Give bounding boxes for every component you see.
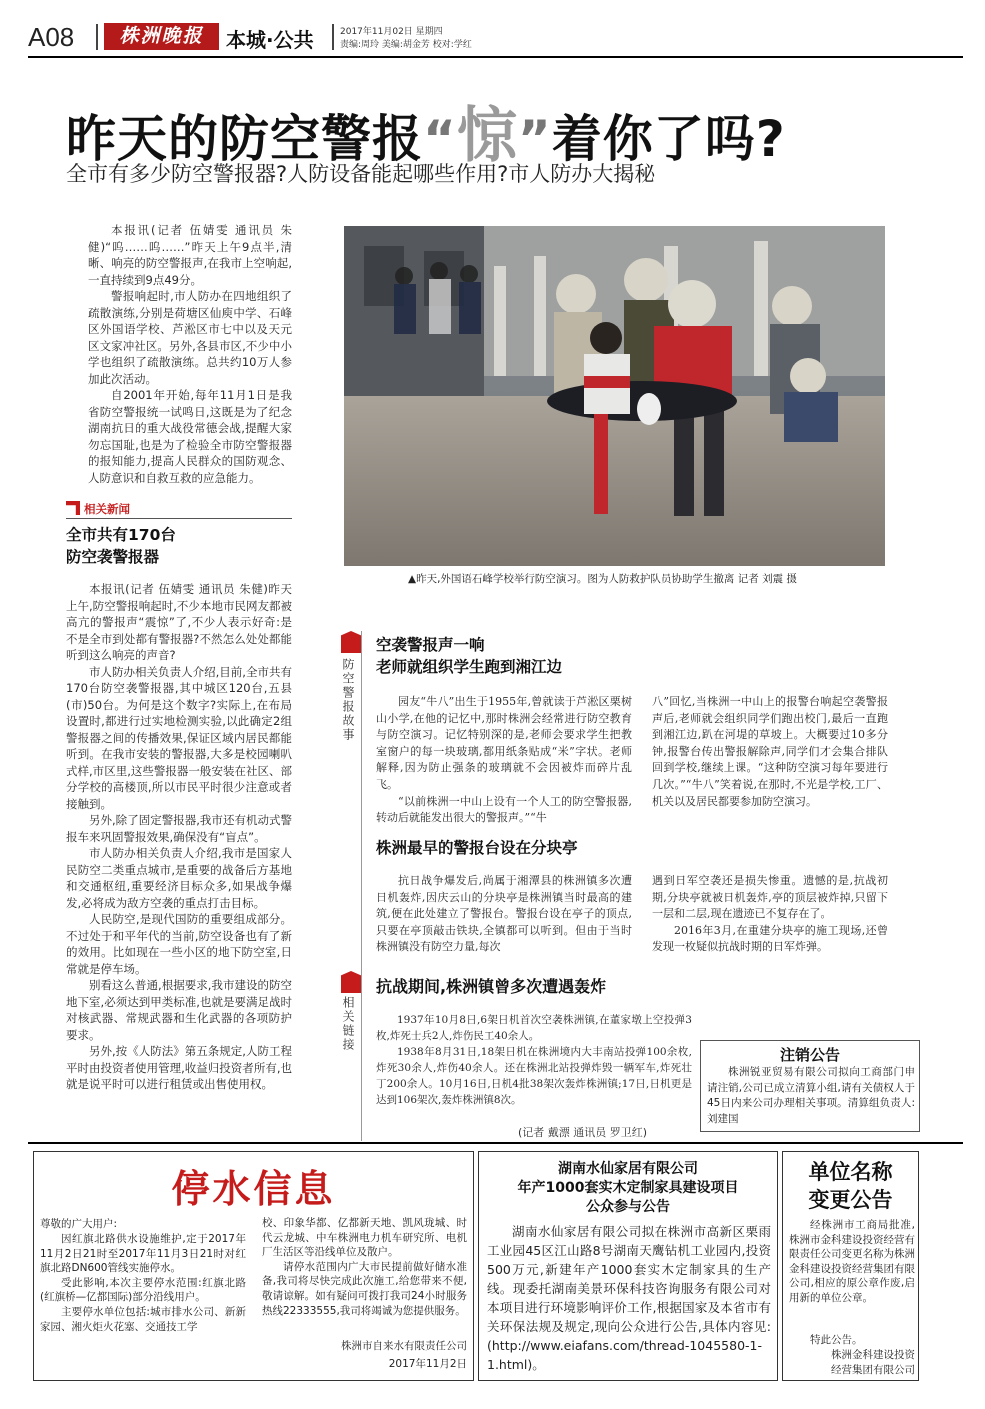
related-tag-label: 相关新闻 [84, 502, 130, 516]
related-title-1: 全市共有170台 [66, 526, 176, 544]
story1-left [376, 694, 632, 827]
main-headline [66, 88, 926, 171]
arrow-icon [66, 501, 80, 515]
cancel-notice-title: 注销公告 [779, 1046, 840, 1064]
headline-quote-open: “ [423, 110, 457, 168]
story-paragraph: 2016年3月,在重建分块亭的施工现场,还曾发现一枚疑似抗战时期的日军炸弹。 [652, 923, 888, 954]
story1-title-2: 老师就组织学生跑到湘江边 [376, 658, 563, 676]
cancel-notice-body: 株洲锐亚贸易有限公司拟向工商部门申请注销,公司已成立清算小组,请有关债权人于45日内来公司办理相关事项。清算组负责人:刘建国 [707, 1066, 915, 1125]
lead-paragraph: 警报响起时,市人防办在四地组织了疏散演练,分别是荷塘区仙庾中学、石峰区外国语学校、芦淞区市七中以及天元区文家冲社区。另外,各县市区,不少中小学也组织了疏散演练。总共约10万人参加此次活动。 [88, 289, 292, 386]
rename-signer-1: 株洲金科建设投资 [831, 1349, 915, 1361]
water-date: 2017年11月2日 [388, 1358, 467, 1370]
related-paragraph: 市人防办相关负责人介绍,我市是国家人民防空二类重点城市,是重要的战备后方基地和交通枢纽,重要经济目标众多,如果战争爆发,必将成为敌方空袭的重点打击目标。 [66, 846, 292, 910]
story-paragraph: 八”回忆,当株洲一中山上的报警台响起空袭警报声后,老师就会组织同学们跑出校门,最后一直跑到湘江边,趴在河堤的草坡上。大概要过10多分钟,报警台传出警报解除声,同学们才会集合排队回到学校,继续上课。“这种防空演习每年要进行几次。”“牛八”笑着说,在那时,不光是学校,工厂、机关以及居民都要参加防空演习。 [652, 695, 888, 808]
related-article [66, 581, 292, 1093]
water-greeting: 尊敬的广大用户: [40, 1218, 118, 1230]
furniture-title-1: 湖南水仙家居有限公司 [558, 1161, 698, 1177]
date-line: 2017年11月02日 星期四 [340, 27, 443, 37]
water-signature: 株洲市自来水有限责任公司 [341, 1340, 467, 1352]
rename-title-1: 单位名称 [808, 1160, 893, 1184]
water-paragraph: 主要停水单位包括:城市排水公司、新新家园、湘火炬火花塞、交通技工学 [40, 1305, 246, 1333]
sub-headline: 全市有多少防空警报器?人防设备能起哪些作用?市人防办大揭秘 [66, 162, 656, 186]
links-article [376, 1012, 692, 1108]
water-col1 [40, 1232, 246, 1334]
related-news-tag [66, 501, 196, 517]
headline-post: 着你了吗? [551, 110, 786, 168]
bottom-rule [28, 1142, 963, 1144]
furniture-body: 湖南水仙家居有限公司拟在株洲市高新区栗雨工业园45区江山路8号湖南天鹰钻机工业园内,投资500万元,新建年产1000套实木定制家具的生产线。现委托湖南美景环保科技咨询服务有限公司对本项目进行环境影响评价工作,根据国家及本省市有关环保法规及规定,现向公众进行公告,具体内容见:(http://www.eiafans.com/thread-1045580-1-1.html)。 [487, 1224, 771, 1372]
logo-text: 株洲晚报 [119, 25, 204, 47]
related-paragraph: 本报讯(记者 伍婧雯 通讯员 朱健)昨天上午,防空警报响起时,不少本地市民网友都被高亢的警报声“震惊”了,不少人表示好奇:是不是全市到处都有警报器?不然怎么处处都能听到这么响亮的声音? [66, 582, 292, 662]
story-paragraph: 园友“牛八”出生于1955年,曾就读于芦淞区栗树山小学,在他的记忆中,那时株洲会经常进行防空教育与防空演习。记忆特别深的是,老师会要求学生把教室窗户的每一块玻璃,都用纸条贴成“米”字状。老师解释,因为防止强条的玻璃就不会因被炸而碎片乱飞。 [376, 695, 632, 791]
water-paragraph: 受此影响,本次主要停水范围:红旗北路(红旗桥—亿都国际)部分沿线用户。 [40, 1276, 246, 1304]
related-title-2: 防空袭警报器 [66, 548, 160, 566]
drill-photo-illustration [344, 226, 885, 566]
story2-title: 株洲最早的警报台设在分块亭 [376, 839, 578, 857]
story-tag-marker [341, 631, 361, 653]
rename-notice [782, 1151, 919, 1381]
headline-quote-close: ” [517, 110, 552, 168]
rename-signer-2: 经营集团有限公司 [831, 1364, 915, 1376]
page-number: A08 [28, 22, 75, 52]
related-paragraph: 市人防办相关负责人介绍,目前,全市共有170台防空袭警报器,其中城区120台,五县(市)50台。为何是这个数字?实际上,在布局设置时,都进行过实地检测实验,以此确定2组警报器之间的传播效果,保证区域内居民都能听到。在我市安装的警报器,大多是校园喇叭式样,市区里,这些警报器一般安装在社区、部分学校的高楼顶,所以市民平时很少注意或者接触到。 [66, 664, 292, 811]
links-title: 抗战期间,株洲镇曾多次遭遇轰炸 [376, 977, 607, 996]
water-col2 [262, 1216, 467, 1318]
links-side-line [361, 971, 362, 1141]
links-credit: (记者 戴漂 通讯员 罗卫红) [518, 1126, 648, 1139]
water-paragraph: 校、印象华都、亿都新天地、凯风珑城、时代云龙城、中车株洲电力机车研究所、电机厂生活区等沿线单位及散户。 [262, 1217, 467, 1259]
water-notice [33, 1151, 474, 1381]
rename-title-2: 变更公告 [808, 1188, 893, 1212]
story1-title-1: 空袭警报声一响 [376, 636, 485, 654]
header-divider-2 [332, 24, 334, 50]
cancel-notice [700, 1040, 920, 1132]
staff-line: 责编:周玲 美编:胡金芳 校对:学红 [340, 40, 472, 50]
rename-special: 特此公告。 [810, 1334, 863, 1346]
water-paragraph: 因红旗北路供水设施维护,定于2017年11月2日21时至2017年11月3日21时对红旗北路DN600管线实施停水。 [40, 1233, 246, 1275]
story-paragraph: “以前株洲一中山上设有一个人工的防空警报器,转动后就能发出很大的警报声。”“牛 [376, 794, 632, 825]
furniture-title-3: 公众参与公告 [586, 1199, 670, 1215]
story-paragraph: 遇到日军空袭还是损失惨重。遗憾的是,抗战初期,分块亭就被日机轰炸,亭的顶层被炸掉,只留下一层和二层,现在遗迹已不复存在了。 [652, 874, 888, 921]
related-paragraph: 另外,除了固定警报器,我市还有机动式警报车来巩固警报效果,确保没有“盲点”。 [66, 813, 292, 844]
furniture-title-2: 年产1000套实木定制家具建设项目 [517, 1180, 739, 1196]
page-header [28, 20, 963, 54]
section-name: 本城·公共 [226, 28, 314, 52]
lead-paragraph: 本报讯(记者 伍婧雯 通讯员 朱健)“呜……呜……”昨天上午9点半,清晰、响亮的防空警报声,在我市上空响起,一直持续到9点49分。 [88, 223, 292, 287]
water-title: 停水信息 [171, 1167, 336, 1211]
story1-right [652, 694, 888, 810]
header-divider [96, 24, 98, 50]
story2-left [376, 873, 632, 956]
photo-caption: ▲昨天,外国语石峰学校举行防空演习。图为人防救护队员协助学生撤离 记者 刘震 摄 [408, 573, 797, 585]
headline-highlight: 惊 [456, 101, 518, 171]
story2-right [652, 873, 888, 956]
links-paragraph: 1937年10月8日,6架日机首次空袭株洲镇,在董家墩上空投弹3枚,炸死士兵2人,炸伤民工40余人。 [376, 1014, 692, 1042]
headline-pre: 昨天的防空警报 [66, 110, 423, 168]
lead-paragraph: 自2001年开始,每年11月1日是我省防空警报统一试鸣日,这既是为了纪念湖南抗日的重大战役常德会战,提醒大家勿忘国耻,也是为了检验全市防空警报器的报知能力,提高人民群众的国防观念、人防意识和自救互救的应急能力。 [88, 388, 292, 485]
water-paragraph: 请停水范围内广大市民提前做好储水准备,我司将尽快完成此次施工,给您带来不便,敬请谅解。如有疑问可拨打我司24小时服务热线22333555,我司将竭诚为您提供服务。 [262, 1260, 467, 1317]
story-side-line [361, 631, 362, 971]
newspaper-logo [104, 23, 219, 50]
header-rule [28, 56, 963, 58]
links-tag-marker [341, 971, 361, 993]
furniture-notice [478, 1151, 778, 1381]
story-side-tag: 防空警报故事 [341, 658, 355, 742]
lead-article [88, 222, 292, 486]
related-paragraph: 人民防空,是现代国防的重要组成部分。不过处于和平年代的当前,防空设备也有了新的效用。比如现在一些小区的地下防空室,日常就是停车场。 [66, 912, 292, 976]
rename-body: 经株洲市工商局批准,株洲市金科建设投资经营有限责任公司变更名称为株洲金科建设投资经营集团有限公司,相应的原公章作废,启用新的单位公章。 [789, 1219, 915, 1304]
related-rule [66, 518, 292, 519]
links-side-tag: 相关链接 [341, 996, 355, 1052]
news-photo [344, 226, 885, 566]
links-paragraph: 1938年8月31日,18架日机在株洲境内大丰南站投弹100余枚,炸死30余人,炸伤40余人。还在株洲北站投弹炸毁一辆军车,炸死壮丁200余人。10月16日,日机4批38架次轰炸株洲镇;17日,日机更是达到106架次,轰炸株洲镇8次。 [376, 1046, 692, 1106]
related-paragraph: 别看这么普通,根据要求,我市建设的防空地下室,必须达到甲类标准,也就是要满足战时对核武器、常规武器和生化武器的各项防护要求。 [66, 978, 292, 1042]
story-paragraph: 抗日战争爆发后,尚属于湘潭县的株洲镇多次遭日机轰炸,因庆云山的分块亭是株洲镇当时最高的建筑,便在此处建立了警报台。警报台设在亭子的顶点,只要在亭顶敲击铁块,全镇都可以听到。但由于当时株洲镇没有防空力量,每次 [376, 874, 632, 954]
related-paragraph: 另外,按《人防法》第五条规定,人防工程平时由投资者使用管理,收益归投资者所有,也就是说平时可以进行租赁或出售使用权。 [66, 1044, 292, 1091]
